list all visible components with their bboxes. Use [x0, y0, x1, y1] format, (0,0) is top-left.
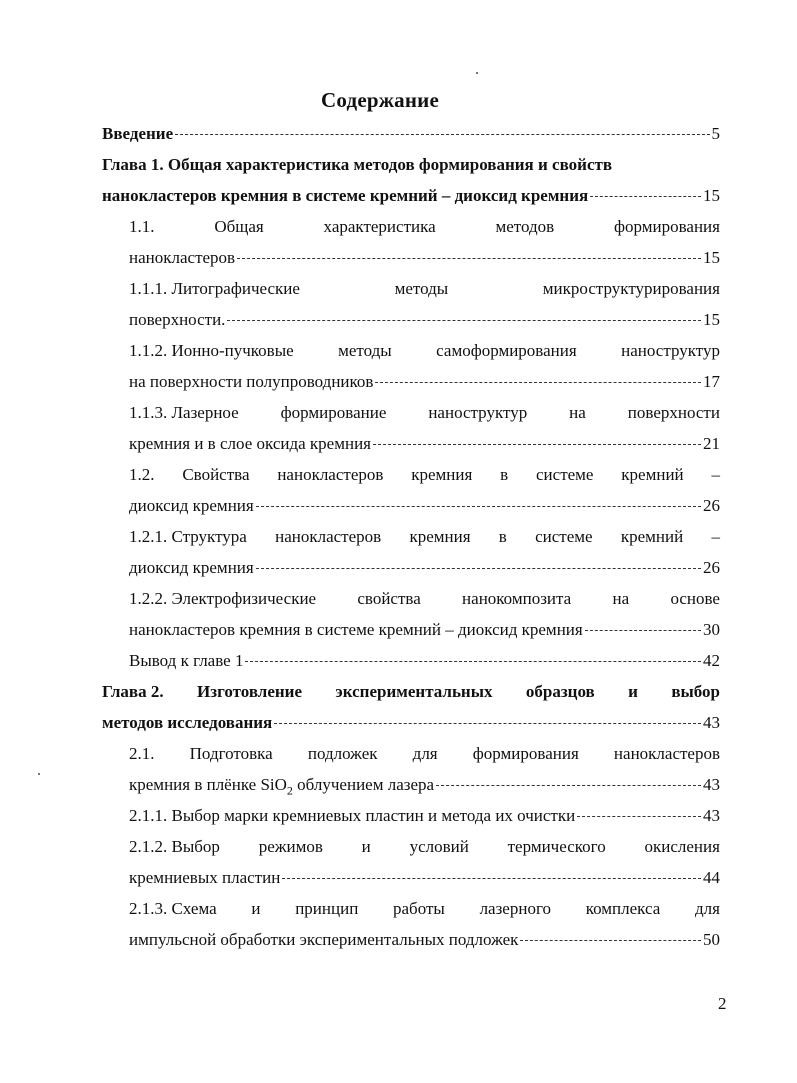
- toc-entry-1-1-2-cont[interactable]: [129, 366, 720, 397]
- toc-page-number: 30: [703, 620, 720, 639]
- toc-word: кремний: [620, 527, 684, 546]
- toc-word: микроструктурирования: [542, 279, 720, 298]
- dot-leader: [375, 382, 701, 383]
- toc-entry-1-2-2[interactable]: [129, 583, 720, 614]
- toc-word: в: [498, 527, 507, 546]
- toc-word: основе: [670, 589, 720, 608]
- dot-leader: [227, 320, 701, 321]
- toc-word: Общая: [214, 217, 264, 236]
- toc-word: методы: [394, 279, 449, 298]
- toc-page-number: 26: [703, 558, 720, 577]
- toc-entry-text: методов исследования: [102, 713, 273, 732]
- toc-entry-1-2[interactable]: [129, 459, 720, 490]
- toc-page-number: 43: [703, 806, 720, 825]
- toc-entry-text: кремния и в слое оксида кремния: [129, 434, 371, 453]
- toc-entry-text: Введение: [102, 124, 174, 143]
- toc-page-number: 26: [703, 496, 720, 515]
- toc-word: Подготовка: [189, 744, 273, 763]
- toc-entry-2-1-1[interactable]: [129, 800, 720, 831]
- toc-entry-text: Вывод к главе 1: [129, 651, 244, 670]
- toc-word: нанокластеров: [277, 465, 384, 484]
- toc-entry-text: поверхности.: [129, 310, 226, 329]
- dot-leader: [373, 444, 701, 445]
- toc-page-number: 43: [703, 713, 720, 732]
- toc-entry-2-1-3[interactable]: [129, 893, 720, 924]
- toc-text-part: облучением лазера: [292, 775, 435, 794]
- toc-entry-1-2-2-cont[interactable]: [129, 614, 720, 645]
- toc-word: лазерного: [479, 899, 551, 918]
- toc-word: работы: [393, 899, 445, 918]
- page-number: 2: [718, 994, 727, 1013]
- toc-entry-1-1-cont[interactable]: [129, 242, 720, 273]
- toc-word: формирование: [280, 403, 387, 422]
- toc-word: на: [569, 403, 586, 422]
- toc-word: нанокомпозита: [462, 589, 572, 608]
- toc-word: термического: [507, 837, 606, 856]
- toc-entry-1-1-1-cont[interactable]: [129, 304, 720, 335]
- toc-word: кремния: [411, 465, 473, 484]
- toc-word: 2.1.2. Выбор: [129, 837, 220, 856]
- toc-word: самоформирования: [436, 341, 577, 360]
- toc-word: режимов: [258, 837, 323, 856]
- toc-entry-text: 2.1.1. Выбор марки кремниевых пластин и метода их очистки: [129, 806, 576, 825]
- toc-word: свойства: [357, 589, 421, 608]
- toc-entry-1-1-3-cont[interactable]: [129, 428, 720, 459]
- scan-speck: [38, 773, 40, 775]
- dot-leader: [175, 134, 709, 135]
- toc-entry-2-1-3-cont[interactable]: [129, 924, 720, 955]
- toc-page-number: 42: [703, 651, 720, 670]
- toc-entry-1-1-2[interactable]: [129, 335, 720, 366]
- toc-word: 1.1.1. Литографические: [129, 279, 300, 298]
- toc-word: экспериментальных: [335, 682, 493, 701]
- toc-entry-2-1-2-cont[interactable]: [129, 862, 720, 893]
- toc-word: поверхности: [627, 403, 720, 422]
- toc-word: кремния: [409, 527, 471, 546]
- toc-entry-conclusion-1[interactable]: [129, 645, 720, 676]
- toc-word: наноструктур: [621, 341, 720, 360]
- toc-entry-introduction[interactable]: [102, 118, 720, 149]
- toc-page-number: 21: [703, 434, 720, 453]
- toc-word: подложек: [307, 744, 378, 763]
- toc-word: 2.1.: [129, 744, 155, 763]
- toc-word: –: [711, 527, 720, 546]
- dot-leader: [256, 568, 701, 569]
- toc-entry-text: на поверхности полупроводников: [129, 372, 374, 391]
- toc-entry-1-1[interactable]: [129, 211, 720, 242]
- toc-word: условий: [409, 837, 469, 856]
- toc-entry-1-2-cont[interactable]: [129, 490, 720, 521]
- dot-leader: [436, 785, 701, 786]
- toc-word: 2.1.3. Схема: [129, 899, 217, 918]
- toc-page-number: 5: [711, 124, 720, 143]
- toc-word: методов: [495, 217, 555, 236]
- toc-page-number: 50: [703, 930, 720, 949]
- toc-word: Глава 2.: [102, 682, 164, 701]
- toc-word: 1.2.: [129, 465, 155, 484]
- toc-title: Содержание: [321, 88, 439, 112]
- dot-leader: [282, 878, 701, 879]
- toc-entry-2-1-cont[interactable]: [129, 769, 720, 800]
- toc-word: нанокластеров: [275, 527, 382, 546]
- toc-word: системе: [536, 465, 594, 484]
- toc-page-number: 15: [703, 248, 720, 267]
- toc-word: характеристика: [323, 217, 436, 236]
- toc-word: и: [361, 837, 371, 856]
- toc-word: выбор: [671, 682, 720, 701]
- toc-text-part: кремния в плёнке SiO: [129, 775, 287, 794]
- toc-entry-text: нанокластеров кремния в системе кремний – диоксид кремния: [129, 620, 583, 639]
- toc-word: системе: [535, 527, 593, 546]
- dot-leader: [245, 661, 701, 662]
- toc-entry-text: нанокластеров кремния в системе кремний – диоксид кремния: [102, 186, 589, 205]
- toc-entry-text: диоксид кремния: [129, 558, 254, 577]
- toc-entry-text: Глава 1. Общая характеристика методов формирования и свойств: [102, 155, 613, 174]
- toc-word: 1.2.2. Электрофизические: [129, 589, 317, 608]
- toc-word: и: [628, 682, 638, 701]
- toc-word: на: [612, 589, 630, 608]
- toc-page-number: 43: [703, 775, 720, 794]
- toc-entry-chapter-2-cont[interactable]: [102, 707, 720, 738]
- toc-word: кремний: [621, 465, 684, 484]
- toc-word: 1.1.: [129, 217, 155, 236]
- toc-word: формирования: [472, 744, 579, 763]
- toc-entry-2-1[interactable]: [129, 738, 720, 769]
- toc-word: окисления: [644, 837, 720, 856]
- dot-leader: [520, 940, 701, 941]
- toc-word: комплекса: [585, 899, 661, 918]
- toc-page-number: 17: [703, 372, 720, 391]
- toc-word: нанокластеров: [613, 744, 720, 763]
- dot-leader: [585, 630, 701, 631]
- toc-entry-text: кремниевых пластин: [129, 868, 281, 887]
- toc-entry-1-1-1[interactable]: [129, 273, 720, 304]
- toc-word: Свойства: [182, 465, 250, 484]
- toc-entry-1-2-1-cont[interactable]: [129, 552, 720, 583]
- toc-word: образцов: [525, 682, 595, 701]
- toc-page-number: 44: [703, 868, 720, 887]
- toc-page-number: 15: [703, 186, 720, 205]
- toc-word: наноструктур: [428, 403, 528, 422]
- toc-word: принцип: [295, 899, 359, 918]
- toc-word: 1.1.3. Лазерное: [129, 403, 239, 422]
- toc-entry-1-2-1[interactable]: [129, 521, 720, 552]
- dot-leader: [237, 258, 701, 259]
- subscript: 2: [286, 783, 293, 798]
- toc-entry-text: импульсной обработки экспериментальных подложек: [129, 930, 519, 949]
- toc-entry-chapter-1[interactable]: [102, 149, 720, 180]
- toc-entry-chapter-1-cont[interactable]: [102, 180, 720, 211]
- toc-word: для: [412, 744, 438, 763]
- toc-entry-chapter-2[interactable]: [102, 676, 720, 707]
- toc-entry-1-1-3[interactable]: [129, 397, 720, 428]
- toc-word: для: [695, 899, 720, 918]
- dot-leader: [256, 506, 701, 507]
- toc-entry-2-1-2[interactable]: [129, 831, 720, 862]
- toc-entry-text: нанокластеров: [129, 248, 236, 267]
- toc-word: методы: [338, 341, 392, 360]
- dot-leader: [577, 816, 701, 817]
- toc-page-number: 15: [703, 310, 720, 329]
- dot-leader: [274, 723, 701, 724]
- toc-entry-text: диоксид кремния: [129, 496, 254, 515]
- toc-word: 1.2.1. Структура: [129, 527, 247, 546]
- toc-word: –: [711, 465, 720, 484]
- toc-word: Изготовление: [197, 682, 303, 701]
- toc-word: формирования: [614, 217, 720, 236]
- toc-word: и: [251, 899, 261, 918]
- dot-leader: [590, 196, 701, 197]
- toc-word: 1.1.2. Ионно-пучковые: [129, 341, 294, 360]
- scan-speck: [476, 72, 478, 74]
- toc-word: в: [500, 465, 509, 484]
